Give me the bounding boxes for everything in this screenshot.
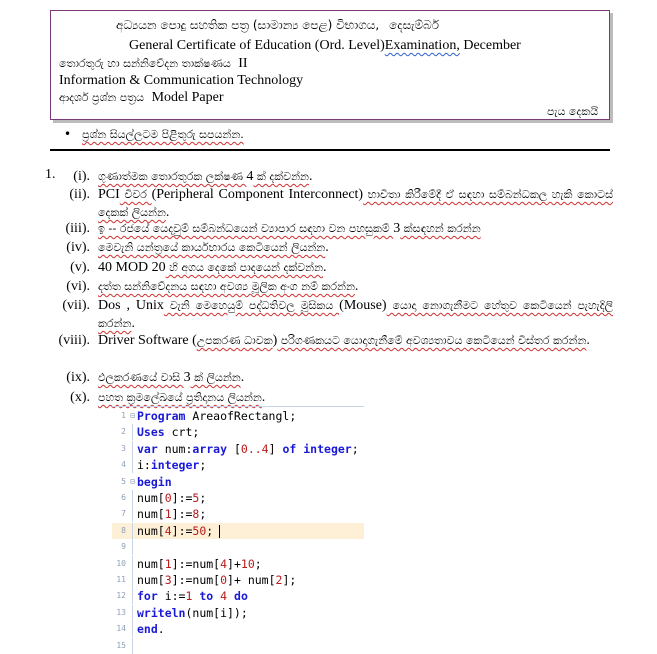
item-text: දත්ත සන්නිවේදනය සඳහා අවශ්‍ය මූලික අංග නම් කරන්න. bbox=[98, 279, 359, 294]
item-roman-numeral: (v). bbox=[70, 260, 90, 275]
fold-toggle-icon[interactable]: ⊟ bbox=[130, 476, 135, 486]
indent-guide bbox=[132, 621, 133, 637]
code-panel-border bbox=[112, 406, 364, 407]
indent-guide bbox=[132, 424, 133, 440]
item-text: ගුණාත්මක තොරතුරක ලක්ෂණ 4 ක් දක්වන්න. bbox=[98, 169, 313, 184]
exam-name-sinhala: අධ්‍යයන පොදු සහතික පත්‍ර (සාමාන්‍ය පෙළ) විභාගය, bbox=[116, 18, 380, 32]
item-text: ඵලකරණයේ වාසි 3 ක් ලියන්න. bbox=[98, 370, 245, 385]
code-line bbox=[112, 474, 364, 490]
exam-month-english: December bbox=[463, 38, 521, 53]
line-number: 9 bbox=[121, 542, 126, 552]
line-number: 13 bbox=[116, 607, 126, 617]
item-roman-numeral: (iv). bbox=[66, 240, 90, 255]
code-line bbox=[112, 408, 364, 424]
line-number: 6 bbox=[121, 493, 126, 502]
indent-guide bbox=[132, 638, 133, 654]
paper-number: II bbox=[238, 56, 248, 71]
header-line-3 bbox=[59, 55, 248, 72]
item-text: පහත ක්‍රමලේඛයේ ප්‍රතිදානය ලියන්න. bbox=[98, 390, 266, 405]
indent-guide bbox=[132, 539, 133, 555]
indent-guide bbox=[132, 572, 133, 588]
item-roman-numeral: (ix). bbox=[66, 370, 90, 385]
code-line bbox=[112, 556, 364, 572]
code-text: num[1]:=num[4]+10; bbox=[137, 556, 262, 571]
code-line bbox=[112, 506, 364, 522]
exam-name-english: General Certificate of Education (Ord. Level) bbox=[129, 38, 385, 53]
header-line-2 bbox=[129, 37, 521, 54]
header-line-5 bbox=[59, 89, 224, 106]
indent-guide bbox=[132, 457, 133, 473]
line-number: 4 bbox=[121, 460, 126, 470]
code-text: num[1]:=8; bbox=[137, 507, 207, 522]
code-text: num[0]:=5; bbox=[137, 491, 207, 505]
code-line bbox=[112, 424, 364, 440]
bullet-icon: • bbox=[64, 127, 72, 141]
duration: පැය දෙකයි bbox=[547, 105, 599, 118]
code-text: begin bbox=[137, 474, 172, 489]
indent-guide bbox=[132, 490, 133, 506]
indent-guide bbox=[132, 506, 133, 522]
item-text: මෙවැනි යන්ත්‍රයේ කාර්යභාරය කෙටියෙන් ලියන්න. bbox=[98, 240, 329, 255]
exam-month-sinhala: දෙසැම්බර් bbox=[389, 18, 439, 32]
code-text: num[4]:=50; bbox=[137, 523, 220, 539]
line-number: 11 bbox=[116, 575, 126, 584]
indent-guide bbox=[132, 441, 133, 457]
item-roman-numeral: (ii). bbox=[69, 187, 90, 202]
code-line bbox=[112, 523, 364, 539]
item-roman-numeral: (i). bbox=[73, 169, 90, 184]
line-number: 8 bbox=[121, 525, 126, 535]
model-paper-english: Model Paper bbox=[151, 90, 224, 105]
code-text: var num:array [0..4] of integer; bbox=[137, 441, 359, 456]
code-line bbox=[112, 490, 364, 506]
code-line bbox=[112, 572, 364, 588]
item-text: Dos , Unix වැනි මෙහෙයුම් පද්ධතිවල මූසිකය (Mouse) යොදා නොගැනීමට හේතුව කෙටියෙන් පැහැදිලි කරන්න. bbox=[98, 298, 613, 331]
instruction-text: ප්‍රශ්න සියල්ලටම පිළිතුරු සපයන්න. bbox=[82, 128, 244, 141]
line-number: 12 bbox=[116, 591, 126, 601]
item-roman-numeral: (x). bbox=[70, 390, 90, 405]
header-line-1 bbox=[116, 17, 439, 34]
item-text: 40 MOD 20 හි අගය දෙකේ පාදයෙන් දක්වන්න. bbox=[98, 260, 327, 275]
code-text: Program AreaofRectangl; bbox=[137, 409, 297, 423]
code-text: num[3]:=num[0]+ num[2]; bbox=[137, 573, 297, 587]
indent-guide bbox=[132, 588, 133, 604]
line-number: 5 bbox=[121, 476, 126, 486]
item-roman-numeral: (vii). bbox=[62, 298, 90, 313]
line-number: 1 bbox=[121, 411, 126, 420]
subject-english: Information & Communication Technology bbox=[59, 73, 304, 88]
code-line bbox=[112, 457, 364, 473]
line-number: 15 bbox=[116, 640, 126, 650]
code-line bbox=[112, 605, 364, 621]
line-number: 10 bbox=[116, 558, 126, 568]
indent-guide bbox=[132, 605, 133, 621]
item-text: PCI විවර (Peripheral Component Interconnect) භාවිතා කිරීමේදී ඒ සඳහා සම්බන්ධකල හැකි කොටස් දෙකක් ලියන්න. bbox=[98, 187, 613, 220]
code-text: i:integer; bbox=[137, 458, 207, 473]
subject-sinhala: තොරතුරු හා සන්නිවේදන තාක්ෂණය bbox=[59, 57, 231, 70]
code-text: for i:=1 to 4 do bbox=[137, 589, 248, 604]
indent-guide bbox=[132, 556, 133, 572]
exam-header-box bbox=[50, 10, 610, 120]
code-line bbox=[112, 638, 364, 654]
item-roman-numeral: (iii). bbox=[65, 221, 90, 236]
line-number: 7 bbox=[121, 509, 126, 519]
code-text: end. bbox=[137, 622, 165, 637]
code-text: Uses crt; bbox=[137, 425, 200, 440]
divider-line bbox=[50, 149, 610, 151]
code-text: writeln(num[i]); bbox=[137, 605, 248, 620]
exam-word: Examination, bbox=[384, 38, 460, 53]
code-line bbox=[112, 588, 364, 604]
item-roman-numeral: (vi). bbox=[66, 279, 90, 294]
line-number: 2 bbox=[121, 427, 126, 437]
item-text: ඉ -- රජයේ යෙදවුම් සම්බන්ධයෙන් ව්‍යාපාර සඳහා වන පහසුකම් 3 ක්සඳහන් කරන්න bbox=[98, 221, 481, 236]
instruction bbox=[64, 127, 244, 142]
item-roman-numeral: (viii). bbox=[58, 333, 90, 348]
item-text: Driver Software (උපකරණ ධාවක) පරිගණකයට යොදාගැනීමේ අවශ්‍යතාවය කෙටියෙන් විස්තර කරන්න. bbox=[98, 333, 590, 348]
text-cursor bbox=[219, 525, 220, 538]
line-number: 3 bbox=[121, 443, 126, 453]
indent-guide bbox=[132, 523, 133, 539]
code-line bbox=[112, 539, 364, 555]
code-editor-panel bbox=[112, 406, 364, 650]
code-line bbox=[112, 441, 364, 457]
line-number: 14 bbox=[116, 624, 126, 634]
model-paper-sinhala: ආදර්ශ ප්‍රශ්න පත්‍රය bbox=[59, 91, 145, 104]
code-line bbox=[112, 621, 364, 637]
question-number: 1. bbox=[45, 167, 56, 182]
fold-toggle-icon[interactable]: ⊟ bbox=[130, 411, 135, 420]
